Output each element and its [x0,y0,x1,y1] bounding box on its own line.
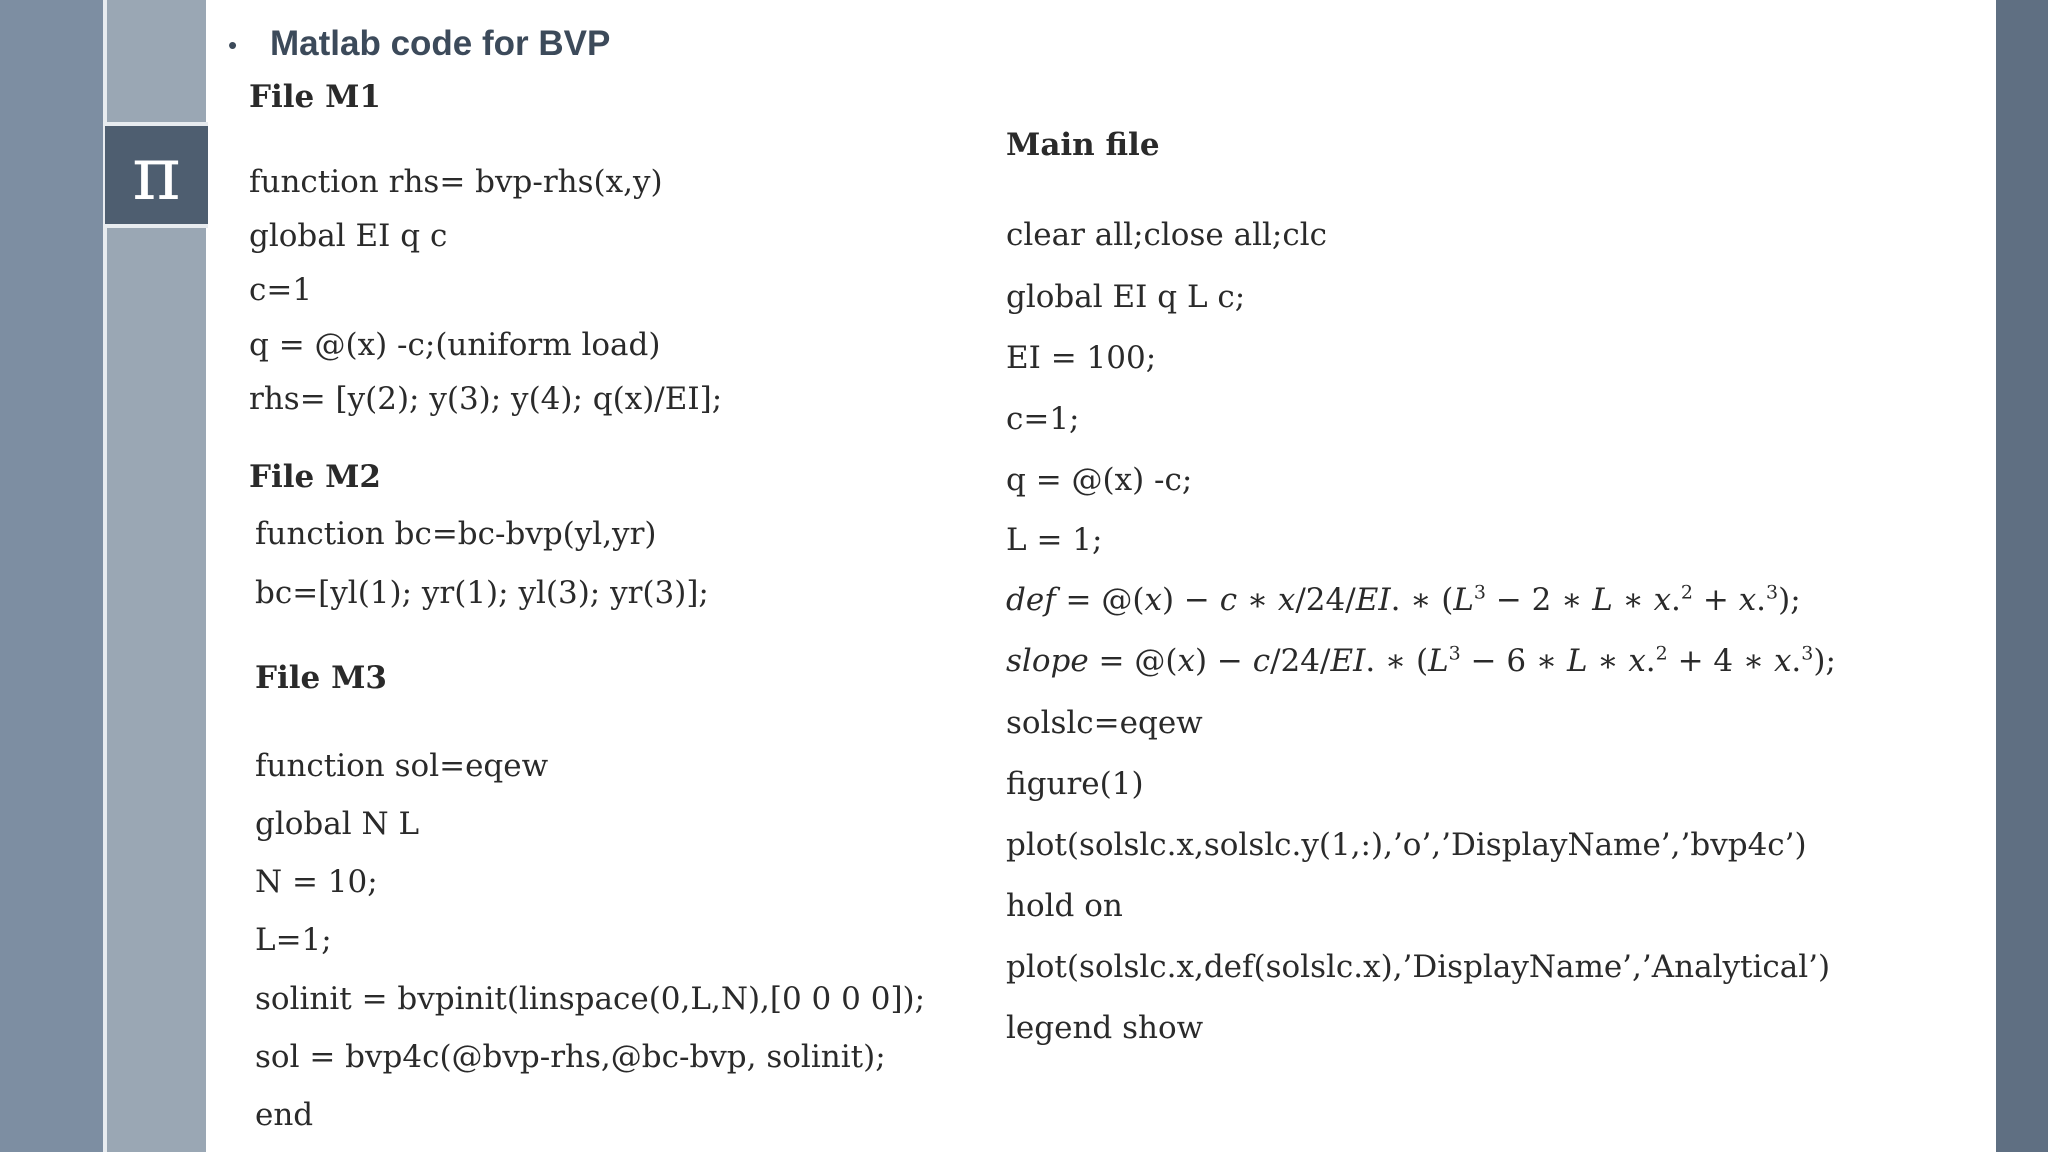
code-line: function sol=eqew [255,748,549,784]
eq-var: def [1006,582,1056,618]
eq-op: . [1645,643,1656,679]
code-line: clear all;close all;clc [1006,217,1327,253]
heading-main-file: Main file [1006,127,1160,163]
eq-op: = @( [1055,582,1145,618]
heading-file-m3: File M3 [255,660,387,696]
code-line: hold on [1006,888,1123,924]
eq-var: L [1566,643,1588,679]
eq-op: + [1693,582,1739,618]
slide-title: Matlab code for BVP [270,24,611,63]
eq-exponent: 2 [1655,642,1668,665]
eq-exponent: 3 [1801,642,1814,665]
eq-var: x [1773,643,1792,679]
eq-exponent: 3 [1448,642,1461,665]
code-line: rhs= [y(2); y(3); y(4); q(x)/EI]; [249,381,723,417]
code-line: legend show [1006,1010,1204,1046]
code-line: plot(solslc.x,solslc.y(1,:),’o’,’DisplayName’,’bvp4c’) [1006,827,1807,863]
code-line: EI = 100; [1006,340,1157,376]
eq-op: . [1756,582,1767,618]
code-line: q = @(x) -c; [1006,462,1193,498]
eq-var: x [1738,582,1757,618]
code-line: q = @(x) -c;(uniform load) [249,327,661,363]
eq-var: x [1144,582,1162,618]
eq-op: + 4 ∗ [1667,643,1774,679]
code-line: L = 1; [1006,522,1103,558]
eq-op: . [1671,582,1681,618]
code-line: c=1 [249,272,313,308]
eq-var: slope [1006,643,1089,679]
eq-op: ); [1813,643,1836,679]
code-line: N = 10; [255,864,378,900]
eq-op: − 2 ∗ [1486,582,1593,618]
def-equation [1006,582,1801,618]
eq-op: ∗ [1237,582,1278,618]
code-line: solslc=eqew [1006,705,1203,741]
eq-var: L [1453,582,1474,618]
eq-op: ) − [1161,582,1220,618]
pi-logo-icon [105,122,208,228]
eq-op: /24/ [1295,582,1356,618]
code-line: bc=[yl(1); yr(1); yl(3); yr(3)]; [255,575,709,611]
code-line: c=1; [1006,401,1080,437]
eq-var: L [1428,643,1449,679]
code-line: L=1; [255,922,332,958]
eq-var: x [1277,582,1296,618]
eq-op: . [1791,643,1802,679]
eq-var: x [1628,643,1646,679]
eq-op: . ∗ ( [1390,582,1454,618]
eq-exponent: 3 [1766,581,1779,604]
code-line: global EI q c [249,218,448,254]
code-line: figure(1) [1006,766,1144,802]
slope-equation [1006,643,1836,679]
code-line: function rhs= bvp-rhs(x,y) [249,164,663,200]
eq-var: EI [1355,582,1391,618]
eq-op: ∗ [1612,582,1654,618]
eq-op: /24/ [1270,643,1331,679]
eq-var: L [1592,582,1613,618]
code-line: global N L [255,806,420,842]
eq-op: ); [1778,582,1801,618]
left-decor-band [0,0,103,1152]
code-line: plot(solslc.x,def(solslc.x),’DisplayName’,’Analytical’) [1006,949,1831,985]
eq-op: ) − [1194,643,1253,679]
eq-var: x [1653,582,1672,618]
eq-var: c [1219,582,1238,618]
right-decor-band [1996,0,2048,1152]
code-line: function bc=bc-bvp(yl,yr) [255,516,657,552]
code-line: sol = bvp4c(@bvp-rhs,@bc-bvp, solinit); [255,1039,886,1075]
eq-exponent: 2 [1680,581,1693,604]
heading-file-m2: File M2 [249,459,381,495]
eq-var: x [1177,643,1195,679]
heading-file-m1: File M1 [249,79,381,115]
bullet-icon: • [228,30,238,60]
pi-symbol: π [132,131,181,217]
eq-var: c [1252,643,1271,679]
eq-var: EI [1330,643,1366,679]
eq-op: ∗ [1587,643,1629,679]
eq-op: = @( [1088,643,1178,679]
eq-op: . ∗ ( [1365,643,1429,679]
code-line: solinit = bvpinit(linspace(0,L,N),[0 0 0 0]); [255,981,926,1017]
eq-op: − 6 ∗ [1460,643,1567,679]
code-line: end [255,1097,314,1133]
eq-exponent: 3 [1473,581,1486,604]
code-line: global EI q L c; [1006,279,1246,315]
